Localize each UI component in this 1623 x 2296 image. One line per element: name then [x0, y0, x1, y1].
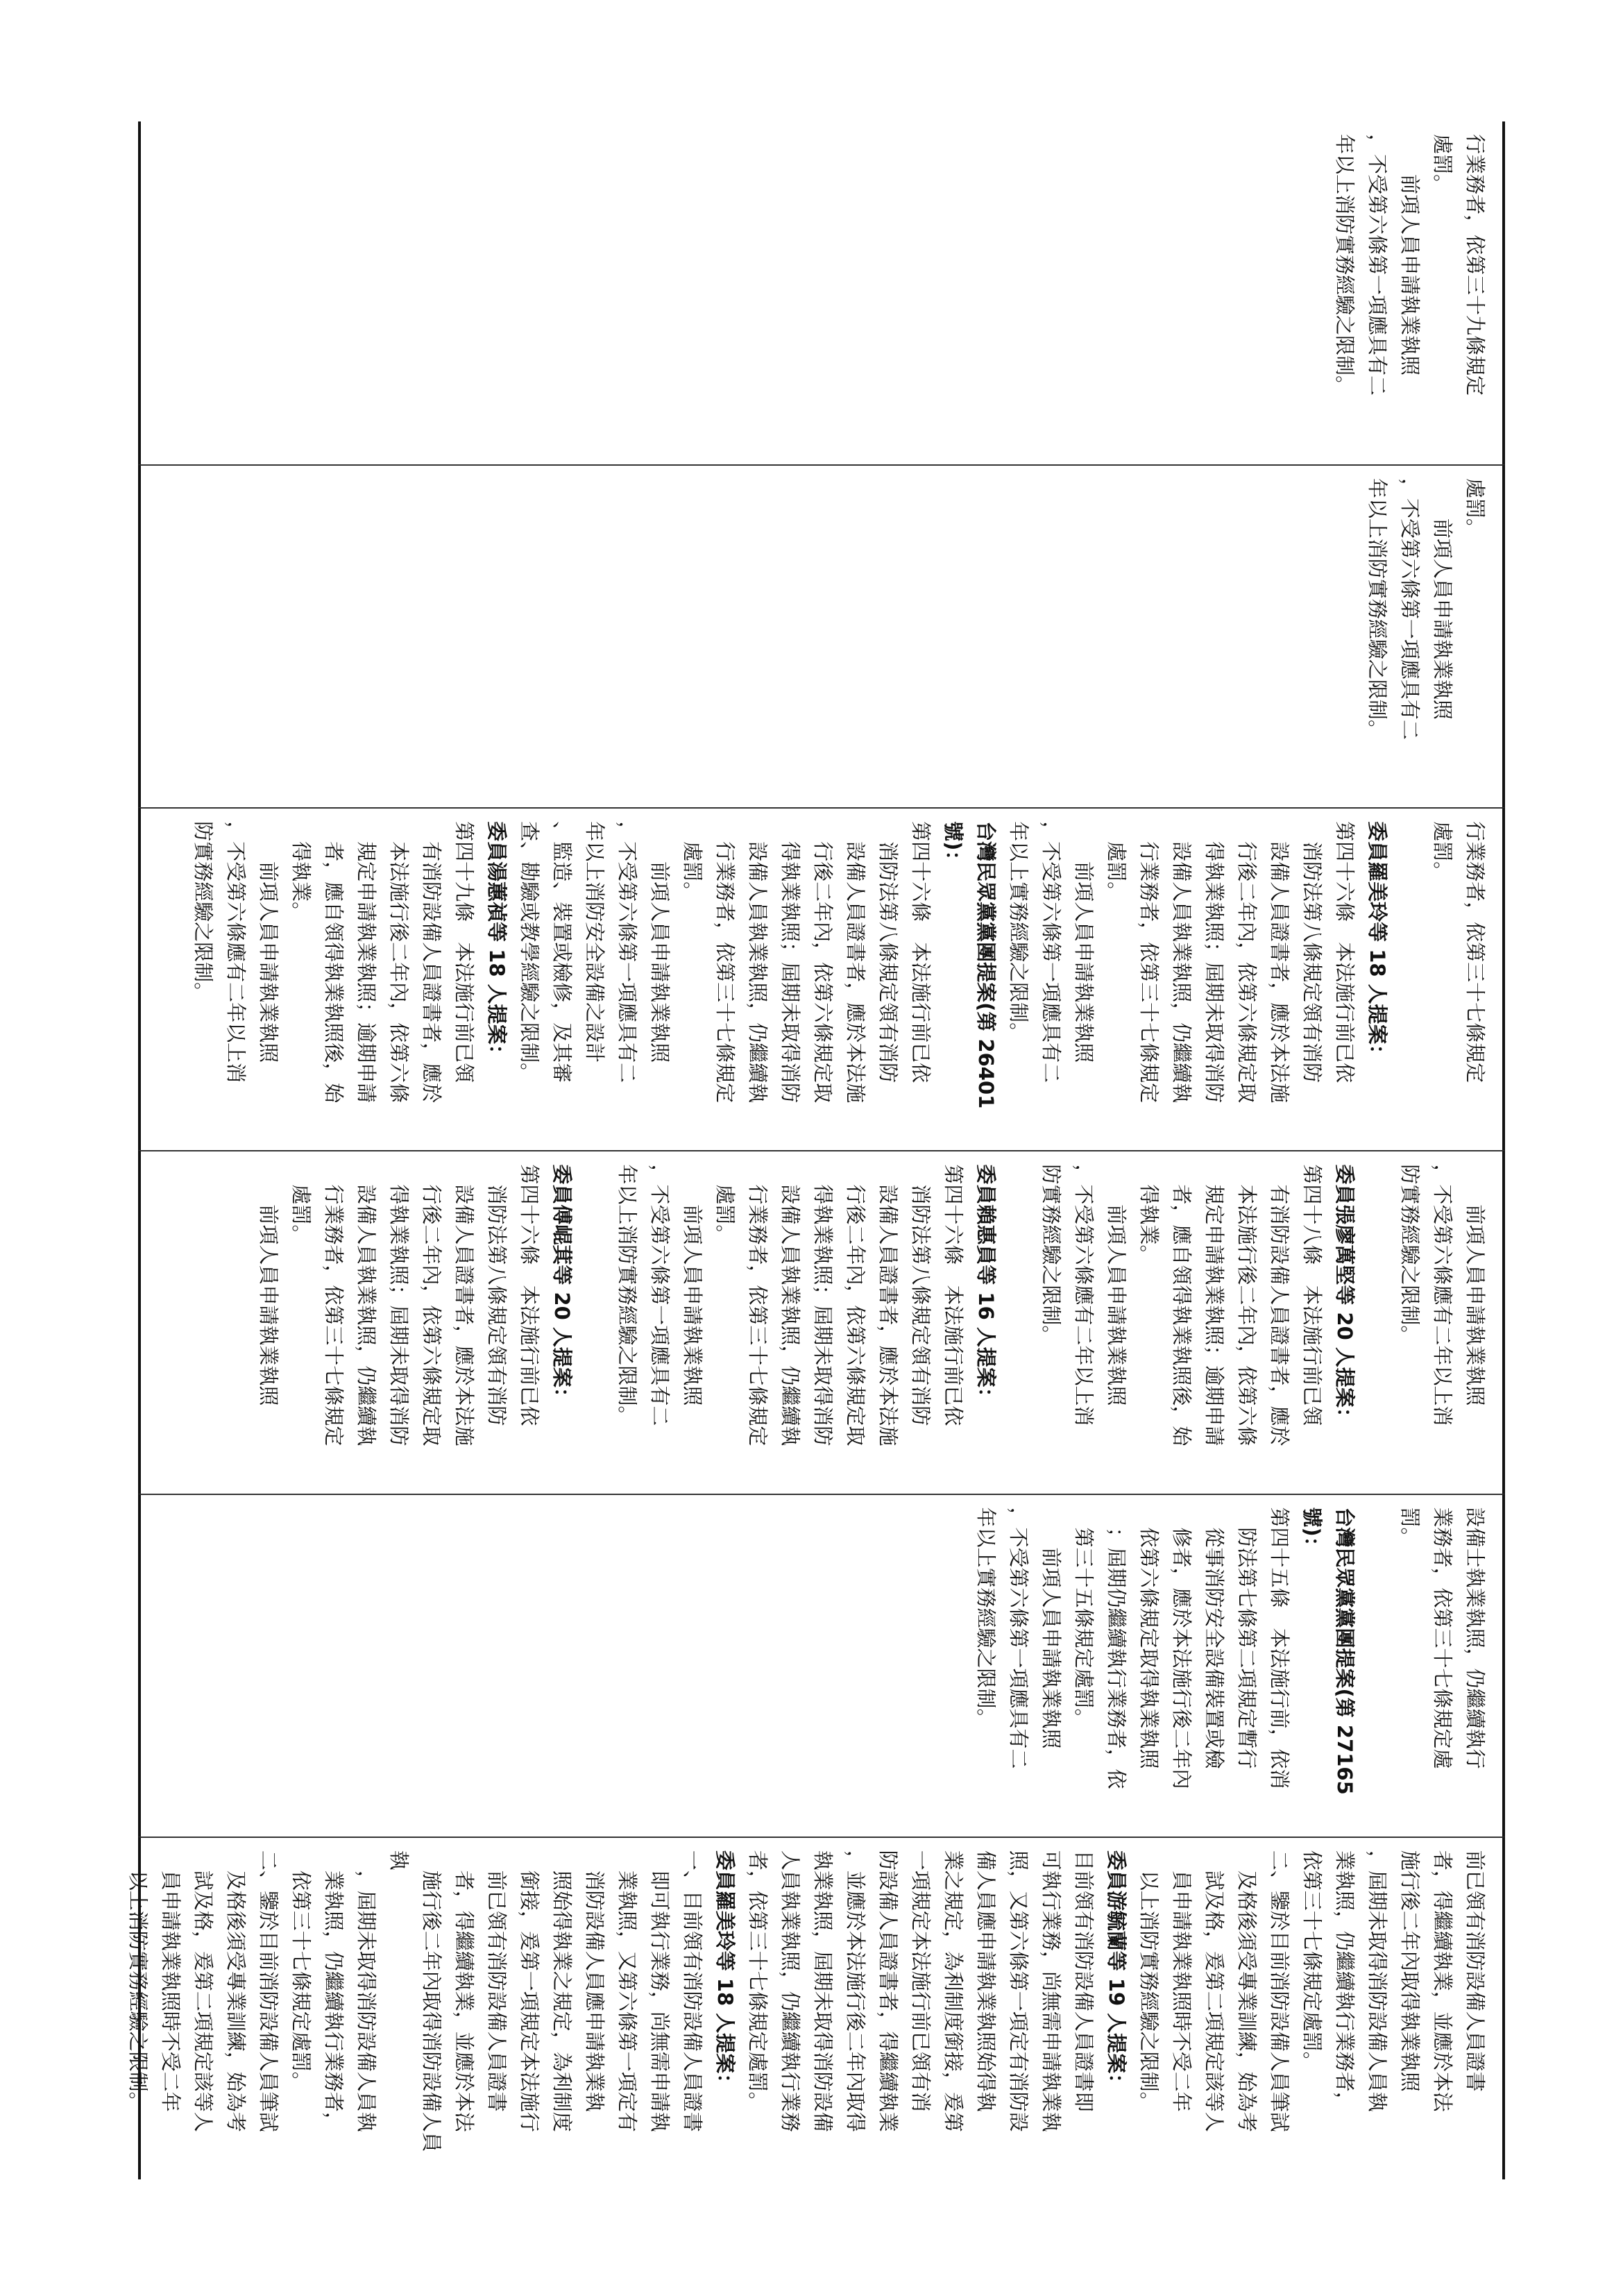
clause-text: 行業務者，依第三十七條規定 處罰。 [1431, 821, 1487, 1083]
spacer [1393, 821, 1426, 1138]
spacer [1002, 1164, 1035, 1480]
clause-text: 前項人員申請執業執照 ，不受第六條應有二年以上消 防實務經驗之限制。 [1398, 1164, 1487, 1426]
clause-text: 前已領有消防設備人員證書 者，得繼續執業，並應於本法 施行後二年內取得執業執照 ，屆期未取得消防設備人員執 業執照，仍繼續執行業務者， 依第三十七條規定處罰。 二、鑒於目前消防設備人員筆試 及格後須受專業訓練，始為考 試及格，爰第二項規定該等人 員申請執業執照時不受二年 以上消防實務經驗之限制。 [1137, 1850, 1487, 2132]
proposal-heading: 台灣民眾黨黨團提案(第 26401 號)： [942, 821, 998, 1109]
clause-text: 目前領有消防設備人員證書即 可執行業務，尚無需申請執業執 照，又第六條第一項定有消防設 備人員應申請執業執照始得執 業之規定，為利制度銜接，爰第 一項規定本法施行前已領有消 防設備人員證書者，得繼續執業 ，並應於本法施行後二年內取得 執業執照，屆期未取得消防設備 人員執業執照，仍繼續執行業務 者，依第三十七條規定處罰。 [746, 1850, 1096, 2132]
comparison-table [126, 121, 1505, 2179]
proposal-heading: 委員羅美玲等 18 人提案： [713, 1850, 737, 2094]
table-column-3 [138, 807, 1505, 1150]
spacer [578, 1164, 611, 1480]
clause-text: 第四十六條 本法施行前已依 消防法第八條規定領有消防 設備人員證書者，應於本法施 行後二年內，依第六條規定取 得執業執照；屆期未取得消防 設備人員執業執照，仍繼續執 行業務者，依第三十七條規定 處罰。 前項人員申請執業執照 ，不受第六條第一項應具有二 年以上消防實務經驗之限制。 [615, 1164, 965, 1446]
proposal-heading: 委員湯蕙禎等 18 人提案： [485, 821, 509, 1065]
clause-text: 行業務者，依第三十九條規定 處罰。 前項人員申請執業執照 ，不受第六條第一項應具有二 年以上消防實務經驗之限制。 [1333, 134, 1487, 396]
clause-text: 設備士執業執照，仍繼續執行 業務者，依第三十七條規定處 罰。 [1398, 1507, 1487, 1769]
table-column-2 [138, 464, 1505, 807]
clause-text: 第四十九條 本法施行前已領 有消防設備人員證書者，應於 本法施行後二年內，依第六條 規定申請執業執照；逾期申請 者，應自領得執業執照後，始 得執業。 前項人員申請執業執照 ，不受第六條應有二年以上消 防實務經驗之限制。 [192, 821, 476, 1104]
table-column-5 [138, 1494, 1505, 1837]
proposal-heading: 委員傅崐萁等 20 人提案： [550, 1164, 574, 1408]
proposal-heading: 委員張廖萬堅等 20 人提案： [1333, 1164, 1357, 1428]
clause-text: 處罰。 前項人員申請執業執照 ，不受第六條第一項應具有二 年以上消防實務經驗之限制。 [1366, 478, 1487, 740]
proposal-heading: 台灣民眾黨黨團提案(第 27165 號)： [1300, 1507, 1357, 1795]
clause-text: 第四十五條 本法施行前，依消 防法第七條第二項規定暫行 從事消防安全設備裝置或檢 修者，應於本法施行後二年內 依第六條規定取得執業執照 ；屆期仍繼續執行業務者，依 第三十五條規定處罰。 前項人員申請執業執照 ，不受第六條第一項應具有二 年以上實務經驗之限制。 [974, 1507, 1291, 1789]
clause-text: 一、目前領有消防設備人員證書 即可執行業務，尚無需申請執 業執照，又第六條第一項定有 消防設備人員應申請執業執 照始得執業之規定，為利制度 銜接，爰第一項規定本法施行 前已領有消防設備人員證書 者，得繼續執業，並應於本法 施行後二年內取得消防設備人員執 ，屆期未取得消防設備人員執 業執照，仍繼續執行業務者， 依第三十七條規定處罰。 二、鑒於目前消防設備人員筆試 及格後須受專業訓練，始為考 試及格，爰第二項規定該等人 員申請執業執照時不受二年 以上消防實務經驗之限制。 [126, 1850, 704, 2152]
clause-text: 第四十八條 本法施行前已領 有消防設備人員證書者，應於 本法施行後二年內，依第六條 規定申請執業執照；逾期申請 者，應自領得執業執照後，始 得執業。 前項人員申請執業執照 ，不受第六條應有二年以上消 防實務經驗之限制。 [1039, 1164, 1324, 1446]
clause-text: 第四十六條 本法施行前已依 消防法第八條規定領有消防 設備人員證書者，應於本法施 行後二年內，依第六條規定取 得執業執照；屆期未取得消防 設備人員執業執照，仍繼續執 行業務者，依第三十七條規定 處罰。 前項人員申請執業執照 ，不受第六條第一項應具有二 年以上實務經驗之限制。 [1007, 821, 1357, 1104]
table-column-6 [126, 1837, 1505, 2179]
spacer [1361, 1508, 1393, 1824]
proposal-heading: 委員賴惠員等 16 人提案： [974, 1164, 998, 1408]
proposal-heading: 委員羅美玲等 18 人提案： [1366, 821, 1389, 1065]
proposal-heading: 委員游毓蘭等 19 人提案： [1105, 1850, 1128, 2094]
clause-text: 第四十六條 本法施行前已依 消防法第八條規定領有消防 設備人員證書者，應於本法施 行後二年內，依第六條規定取 得執業執照；屆期未取得消防 設備人員執業執照，仍繼續執 行業務者，依第三十七條規定 處罰。 前項人員申請執業執照 [257, 1164, 541, 1446]
table-column-1 [138, 121, 1505, 464]
spacer [1361, 1164, 1393, 1480]
clause-text: 第四十六條 本法施行前已依 消防法第八條規定領有消防 設備人員證書者，應於本法施 行後二年內，依第六條規定取 得執業執照；屆期未取得消防 設備人員執業執照，仍繼續執 行業務者，依第三十七條規定 處罰。 前項人員申請執業執照 ，不受第六條第一項應具有二 年以上消防安全設備之設計 、監造、裝置或檢修，及其審 查、勘驗或教學經驗之限制。 [518, 821, 933, 1104]
table-column-4 [138, 1150, 1505, 1493]
